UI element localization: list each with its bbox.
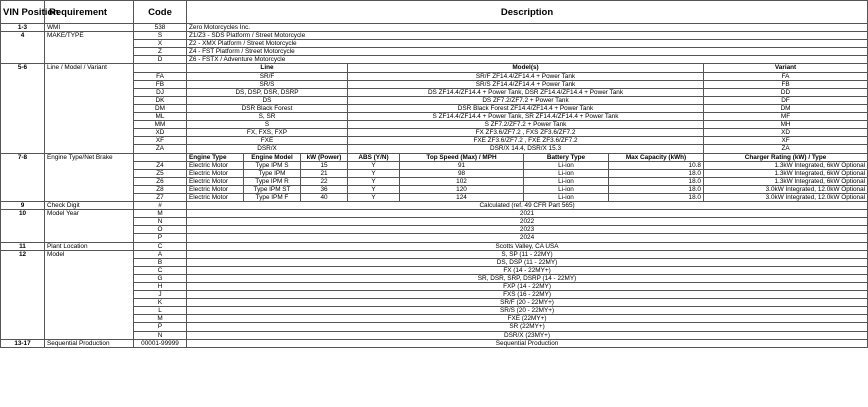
code-cell: K — [134, 299, 187, 307]
charger-cell: 1.3kW Integrated, 6kW Optional — [704, 161, 868, 169]
vin-position: 10 — [1, 210, 45, 242]
models-cell: DSR/X 14.4, DSR/X 15.3 — [348, 145, 704, 153]
header-requirement: Requirement — [45, 1, 134, 24]
code-cell: B — [134, 258, 187, 266]
variant-cell: XF — [704, 137, 868, 145]
code-cell: # — [134, 202, 187, 210]
code-cell: J — [134, 291, 187, 299]
code-cell: M — [134, 210, 187, 218]
header-vin-position: VIN Position — [1, 1, 45, 24]
abs-cell: Y — [348, 169, 400, 177]
variant-cell: DF — [704, 96, 868, 104]
engine-type-cell: Electric Motor — [187, 169, 244, 177]
line-cell: SR/F — [187, 72, 348, 80]
engine-type-cell: Electric Motor — [187, 177, 244, 185]
description-cell: Scotts Valley, CA USA — [187, 242, 868, 250]
line-cell: S, SR — [187, 113, 348, 121]
models-cell: SR/S ZF14.4/ZF14.4 + Power Tank — [348, 80, 704, 88]
charger-cell: 1.3kW Integrated, 6kW Optional — [704, 177, 868, 185]
top-speed-cell: 120 — [400, 185, 524, 193]
models-cell: DSR Black Forest ZF14.4/ZF14.4 + Power Tank — [348, 104, 704, 112]
code-cell: C — [134, 242, 187, 250]
code-cell: N — [134, 218, 187, 226]
description-cell: Zero Motorcycles Inc. — [187, 24, 868, 32]
table-row — [1, 242, 868, 250]
requirement-label: Line / Model / Variant — [45, 64, 134, 153]
vin-position: 11 — [1, 242, 45, 250]
description-cell: 2023 — [187, 226, 868, 234]
requirement-label: Model — [45, 250, 134, 339]
subheader-battery: Battery Type — [524, 153, 609, 161]
vin-position: 9 — [1, 202, 45, 210]
subheader-abs: ABS (Y/N) — [348, 153, 400, 161]
section-engine-type — [1, 153, 868, 202]
engine-model-cell: Type IPM F — [244, 193, 301, 201]
table-row — [1, 202, 868, 210]
models-cell: S ZF14.4/ZF14.4 + Power Tank, SR ZF14.4/ZF14.4 + Power Tank — [348, 113, 704, 121]
table-row — [1, 250, 868, 258]
description-cell: FXS (16 - 22MY) — [187, 291, 868, 299]
table-row — [1, 32, 868, 40]
subheader-top-speed: Top Speed (Max) / MPH — [400, 153, 524, 161]
code-cell: DK — [134, 96, 187, 104]
code-cell: XD — [134, 129, 187, 137]
vin-position: 4 — [1, 32, 45, 64]
subheader-models: Model(s) — [348, 64, 704, 72]
abs-cell: Y — [348, 161, 400, 169]
code-cell: FB — [134, 80, 187, 88]
table-row — [1, 210, 868, 218]
description-cell: FX (14 - 22MY+) — [187, 266, 868, 274]
code-cell: X — [134, 40, 187, 48]
engine-subheader-row — [1, 153, 868, 161]
description-cell: 2024 — [187, 234, 868, 242]
code-cell: A — [134, 250, 187, 258]
line-cell: FXE — [187, 137, 348, 145]
models-cell: DS ZF14.4/ZF14.4 + Power Tank, DSR ZF14.4/ZF14.4 + Power Tank — [348, 88, 704, 96]
description-cell: SR, DSR, SRP, DSRP (14 - 22MY) — [187, 274, 868, 282]
requirement-label: MAKE/TYPE — [45, 32, 134, 64]
description-cell: Z2 - XMX Platform / Street Motorcycle — [187, 40, 868, 48]
header-description: Description — [187, 1, 868, 24]
code-cell: S — [134, 32, 187, 40]
variant-cell: FB — [704, 80, 868, 88]
description-cell: Z1/Z3 - SDS Platform / Street Motorcycle — [187, 32, 868, 40]
code-cell: ZA — [134, 145, 187, 153]
requirement-label: Check Digit — [45, 202, 134, 210]
top-speed-cell: 102 — [400, 177, 524, 185]
capacity-cell: 18.0 — [609, 185, 704, 193]
battery-cell: Li-ion — [524, 161, 609, 169]
description-cell: Sequential Production — [187, 339, 868, 347]
description-cell: FXE (22MY+) — [187, 315, 868, 323]
description-cell: SR (22MY+) — [187, 323, 868, 331]
subheader-engine-model: Engine Model — [244, 153, 301, 161]
abs-cell: Y — [348, 177, 400, 185]
vin-position: 5-6 — [1, 64, 45, 153]
code-cell: 00001-99999 — [134, 339, 187, 347]
capacity-cell: 10.8 — [609, 161, 704, 169]
line-cell: DS, DSP, DSR, DSRP — [187, 88, 348, 96]
kw-cell: 36 — [301, 185, 348, 193]
kw-cell: 40 — [301, 193, 348, 201]
battery-cell: Li-ion — [524, 193, 609, 201]
line-cell: SR/S — [187, 80, 348, 88]
requirement-label: Sequential Production — [45, 339, 134, 347]
code-cell: D — [134, 56, 187, 64]
variant-cell: MF — [704, 113, 868, 121]
vin-position: 13-17 — [1, 339, 45, 347]
charger-cell: 3.0kW Integrated, 12.0kW Optional — [704, 193, 868, 201]
section-group-top — [1, 24, 868, 64]
engine-type-cell: Electric Motor — [187, 193, 244, 201]
code-cell: Z — [134, 48, 187, 56]
capacity-cell: 18.0 — [609, 193, 704, 201]
code-cell-empty — [134, 64, 187, 72]
line-subheader-row — [1, 64, 868, 72]
code-cell: L — [134, 307, 187, 315]
line-cell: DSR/X — [187, 145, 348, 153]
code-cell: Z7 — [134, 193, 187, 201]
line-cell: DS — [187, 96, 348, 104]
vin-position: 7-8 — [1, 153, 45, 202]
variant-cell: ZA — [704, 145, 868, 153]
table-row — [1, 24, 868, 32]
vin-position: 12 — [1, 250, 45, 339]
table-header — [1, 1, 868, 24]
code-cell: O — [134, 226, 187, 234]
header-code: Code — [134, 1, 187, 24]
description-cell: DS, DSP (11 - 22MY) — [187, 258, 868, 266]
models-cell: FX ZF3.6/ZF7.2 , FXS ZF3.6/ZF7.2 — [348, 129, 704, 137]
code-cell: Z8 — [134, 185, 187, 193]
capacity-cell: 18.0 — [609, 177, 704, 185]
code-cell-empty — [134, 153, 187, 161]
description-cell: DSR/X (23MY+) — [187, 331, 868, 339]
description-cell: Z6 - FSTX / Adventure Motorcycle — [187, 56, 868, 64]
subheader-kw: kW (Power) — [301, 153, 348, 161]
description-cell: SR/S (20 - 22MY+) — [187, 307, 868, 315]
description-cell: 2021 — [187, 210, 868, 218]
battery-cell: Li-ion — [524, 185, 609, 193]
code-cell: ML — [134, 113, 187, 121]
variant-cell: DM — [704, 104, 868, 112]
kw-cell: 15 — [301, 161, 348, 169]
variant-cell: MH — [704, 121, 868, 129]
models-cell: SR/F ZF14.4/ZF14.4 + Power Tank — [348, 72, 704, 80]
vin-position: 1-3 — [1, 24, 45, 32]
description-cell: Z4 - FST Platform / Street Motorcycle — [187, 48, 868, 56]
abs-cell: Y — [348, 185, 400, 193]
battery-cell: Li-ion — [524, 177, 609, 185]
code-cell: DJ — [134, 88, 187, 96]
models-cell: FXE ZF3.6/ZF7.2 , FXE ZF3.6/ZF7.2 — [348, 137, 704, 145]
charger-cell: 3.0kW Integrated, 12.0kW Optional — [704, 185, 868, 193]
code-cell: FA — [134, 72, 187, 80]
models-cell: S ZF7.2/ZF7.2 + Power Tank — [348, 121, 704, 129]
subheader-charger: Charger Rating (kW) / Type — [704, 153, 868, 161]
subheader-line: Line — [187, 64, 348, 72]
line-cell: FX, FXS, FXP — [187, 129, 348, 137]
code-cell: M — [134, 315, 187, 323]
code-cell: MM — [134, 121, 187, 129]
code-cell: Z5 — [134, 169, 187, 177]
line-cell: S — [187, 121, 348, 129]
requirement-label: Model Year — [45, 210, 134, 242]
subheader-capacity: Max Capacity (kWh) — [609, 153, 704, 161]
code-cell: Z4 — [134, 161, 187, 169]
code-cell: H — [134, 283, 187, 291]
variant-cell: DD — [704, 88, 868, 96]
charger-cell: 1.3kW Integrated, 6kW Optional — [704, 169, 868, 177]
requirement-label: WMI — [45, 24, 134, 32]
description-cell: 2022 — [187, 218, 868, 226]
code-cell: DM — [134, 104, 187, 112]
engine-type-cell: Electric Motor — [187, 161, 244, 169]
top-speed-cell: 124 — [400, 193, 524, 201]
code-cell: P — [134, 323, 187, 331]
code-cell: XF — [134, 137, 187, 145]
top-speed-cell: 91 — [400, 161, 524, 169]
requirement-label: Engine Type/Net Brake — [45, 153, 134, 202]
abs-cell: Y — [348, 193, 400, 201]
section-group-bottom — [1, 202, 868, 348]
engine-model-cell: Type IPM — [244, 169, 301, 177]
code-cell: G — [134, 274, 187, 282]
section-line-model-variant — [1, 64, 868, 153]
engine-model-cell: Type IPM S — [244, 161, 301, 169]
description-cell: Calculated (ref. 49 CFR Part 565) — [187, 202, 868, 210]
table-row — [1, 339, 868, 347]
variant-cell: XD — [704, 129, 868, 137]
code-cell: N — [134, 331, 187, 339]
description-cell: SR/F (20 - 22MY+) — [187, 299, 868, 307]
engine-model-cell: Type IPM R — [244, 177, 301, 185]
code-cell: C — [134, 266, 187, 274]
kw-cell: 21 — [301, 169, 348, 177]
battery-cell: Li-ion — [524, 169, 609, 177]
subheader-engine-type: Engine Type — [187, 153, 244, 161]
variant-cell: FA — [704, 72, 868, 80]
code-cell: 538 — [134, 24, 187, 32]
description-cell: S, SP (11 - 22MY) — [187, 250, 868, 258]
description-cell: FXP (14 - 22MY) — [187, 283, 868, 291]
line-cell: DSR Black Forest — [187, 104, 348, 112]
engine-type-cell: Electric Motor — [187, 185, 244, 193]
top-speed-cell: 98 — [400, 169, 524, 177]
requirement-label: Plant Location — [45, 242, 134, 250]
kw-cell: 22 — [301, 177, 348, 185]
subheader-variant: Variant — [704, 64, 868, 72]
models-cell: DS ZF7.2/ZF7.2 + Power Tank — [348, 96, 704, 104]
code-cell: Z6 — [134, 177, 187, 185]
capacity-cell: 18.0 — [609, 169, 704, 177]
engine-model-cell: Type IPM ST — [244, 185, 301, 193]
code-cell: P — [134, 234, 187, 242]
